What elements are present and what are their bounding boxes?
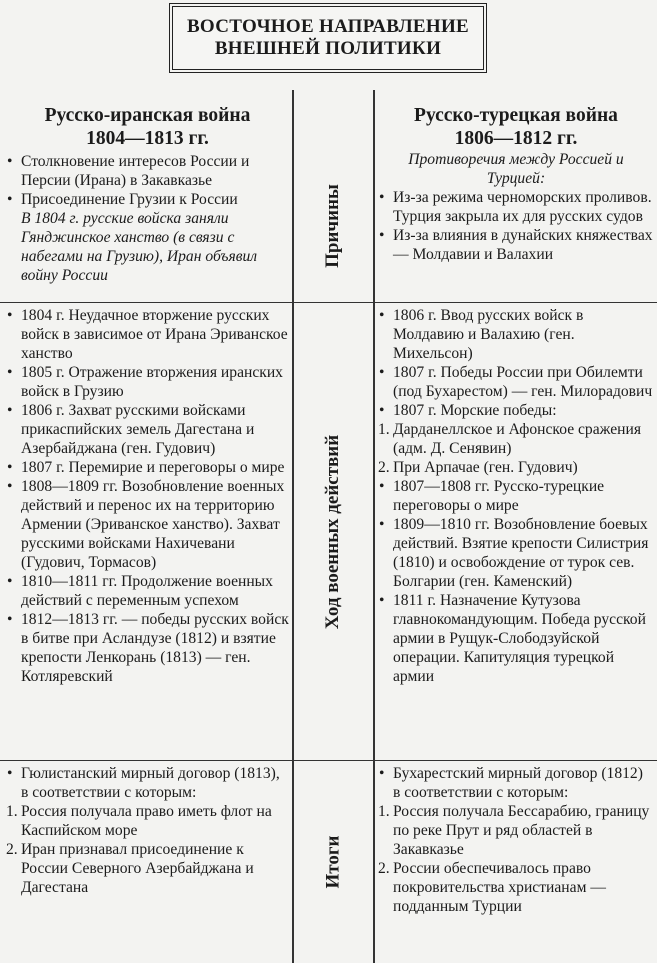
- left-cause-item: • Присоединение Грузии к России: [6, 190, 289, 209]
- left-course-item: • 1804 г. Неудачное вторжение русских войск в зависимое от Ирана Эриванское ханство: [6, 306, 289, 363]
- right-results-cell: [378, 764, 654, 916]
- left-course-item: • 1812—1813 гг. — победы русских войск в битве при Асландузе (1812) и взятие крепости Ленкорань (1813) — ген. Котляревский: [6, 610, 289, 686]
- right-result-item: 2. России обеспечивалось право покровительства христианам — подданным Турции: [378, 860, 606, 915]
- left-causes-cell: [6, 104, 289, 285]
- right-causes-subheading: Противоречия между Россией и Турцией:: [408, 151, 624, 187]
- left-course-item: • 1805 г. Отражение вторжения иранских войск в Грузию: [6, 363, 289, 401]
- left-results-intro: • Гюлистанский мирный договор (1813), в соответствии с которым:: [6, 764, 289, 802]
- page-title: [172, 6, 484, 70]
- right-course-item: • 1811 г. Назначение Кутузова главнокомандующим. Победа русской армии в Рущук-Слободзуйской операции. Капитуляция турецкой армии: [378, 591, 654, 686]
- right-course-item: • 1807—1808 гг. Русско-турецкие переговоры о мире: [378, 477, 654, 515]
- left-result-item: 2. Иран признавал присоединение к России Северного Азербайджана и Дагестана: [6, 841, 254, 896]
- right-causes-cell: [378, 104, 654, 264]
- right-results-intro: • Бухарестский мирный договор (1812) в соответствии с которым:: [378, 764, 654, 802]
- title-line-1: ВОСТОЧНОЕ НАПРАВЛЕНИЕ: [186, 16, 470, 37]
- right-cause-item: • Из-за режима черноморских проливов. Турция закрыла их для русских судов: [378, 188, 654, 226]
- left-result-item: 1. Россия получала право иметь флот на Каспийском море: [6, 803, 272, 839]
- right-course-item: • 1809—1810 гг. Возобновление боевых действий. Взятие крепости Силистрия (1810) и освобождение от турок сев. Болгарии (ген. Каменский): [378, 515, 654, 591]
- left-heading-title: Русско-иранская война: [44, 105, 251, 126]
- right-course-item: • 1806 г. Ввод русских войск в Молдавию и Валахию (ген. Михельсон): [378, 306, 654, 363]
- right-heading-title: Русско-турецкая война: [414, 105, 618, 126]
- left-course-item: • 1806 г. Захват русскими войсками прикаспийских земель Дагестана и Азербайджана (ген. Гудович): [6, 401, 289, 458]
- left-course-item: • 1808—1809 гг. Возобновление военных действий и перенос их на территорию Армении (Эриванское ханство). Захват русскими войсками Нахичевани (Гудович, Тормасов): [6, 477, 289, 572]
- left-course-item: • 1807 г. Перемирие и переговоры о мире: [6, 458, 289, 477]
- right-course-cell: [378, 306, 654, 686]
- title-line-2: ВНЕШНЕЙ ПОЛИТИКИ: [214, 38, 442, 59]
- section-label-results: Итоги: [322, 835, 343, 889]
- right-course-item: • 1807 г. Морские победы:: [378, 401, 654, 420]
- left-results-cell: [6, 764, 289, 897]
- column-divider-right: [373, 90, 375, 963]
- right-naval-item: 2. При Арпачае (ген. Гудович): [378, 459, 578, 476]
- left-course-item: • 1810—1811 гг. Продолжение военных действий с переменным успехом: [6, 572, 289, 610]
- left-course-cell: [6, 306, 289, 686]
- section-label-course: Ход военных действий: [322, 434, 344, 629]
- left-cause-item: • Столкновение интересов России и Персии (Ирана) в Закавказье: [6, 152, 289, 190]
- right-naval-item: 1. Дарданеллское и Афонское сражения (адм. Д. Сенявин): [378, 421, 642, 457]
- left-heading-years: 1804—1813 гг.: [86, 128, 209, 149]
- left-cause-note: В 1804 г. русские войска заняли Гянджинское ханство (в связи с набегами на Грузию), Иран объявил войну России: [21, 210, 258, 284]
- right-course-item: • 1807 г. Победы России при Обилемти (под Бухарестом) — ген. Милорадович: [378, 363, 654, 401]
- section-label-causes: Причины: [322, 184, 343, 268]
- right-result-item: 1. Россия получала Бессарабию, границу по реке Прут и ряд областей в Закавказье: [378, 803, 650, 858]
- right-heading-years: 1806—1812 гг.: [454, 128, 578, 149]
- right-cause-item: • Из-за влияния в дунайских княжествах — Молдавии и Валахии: [378, 226, 654, 264]
